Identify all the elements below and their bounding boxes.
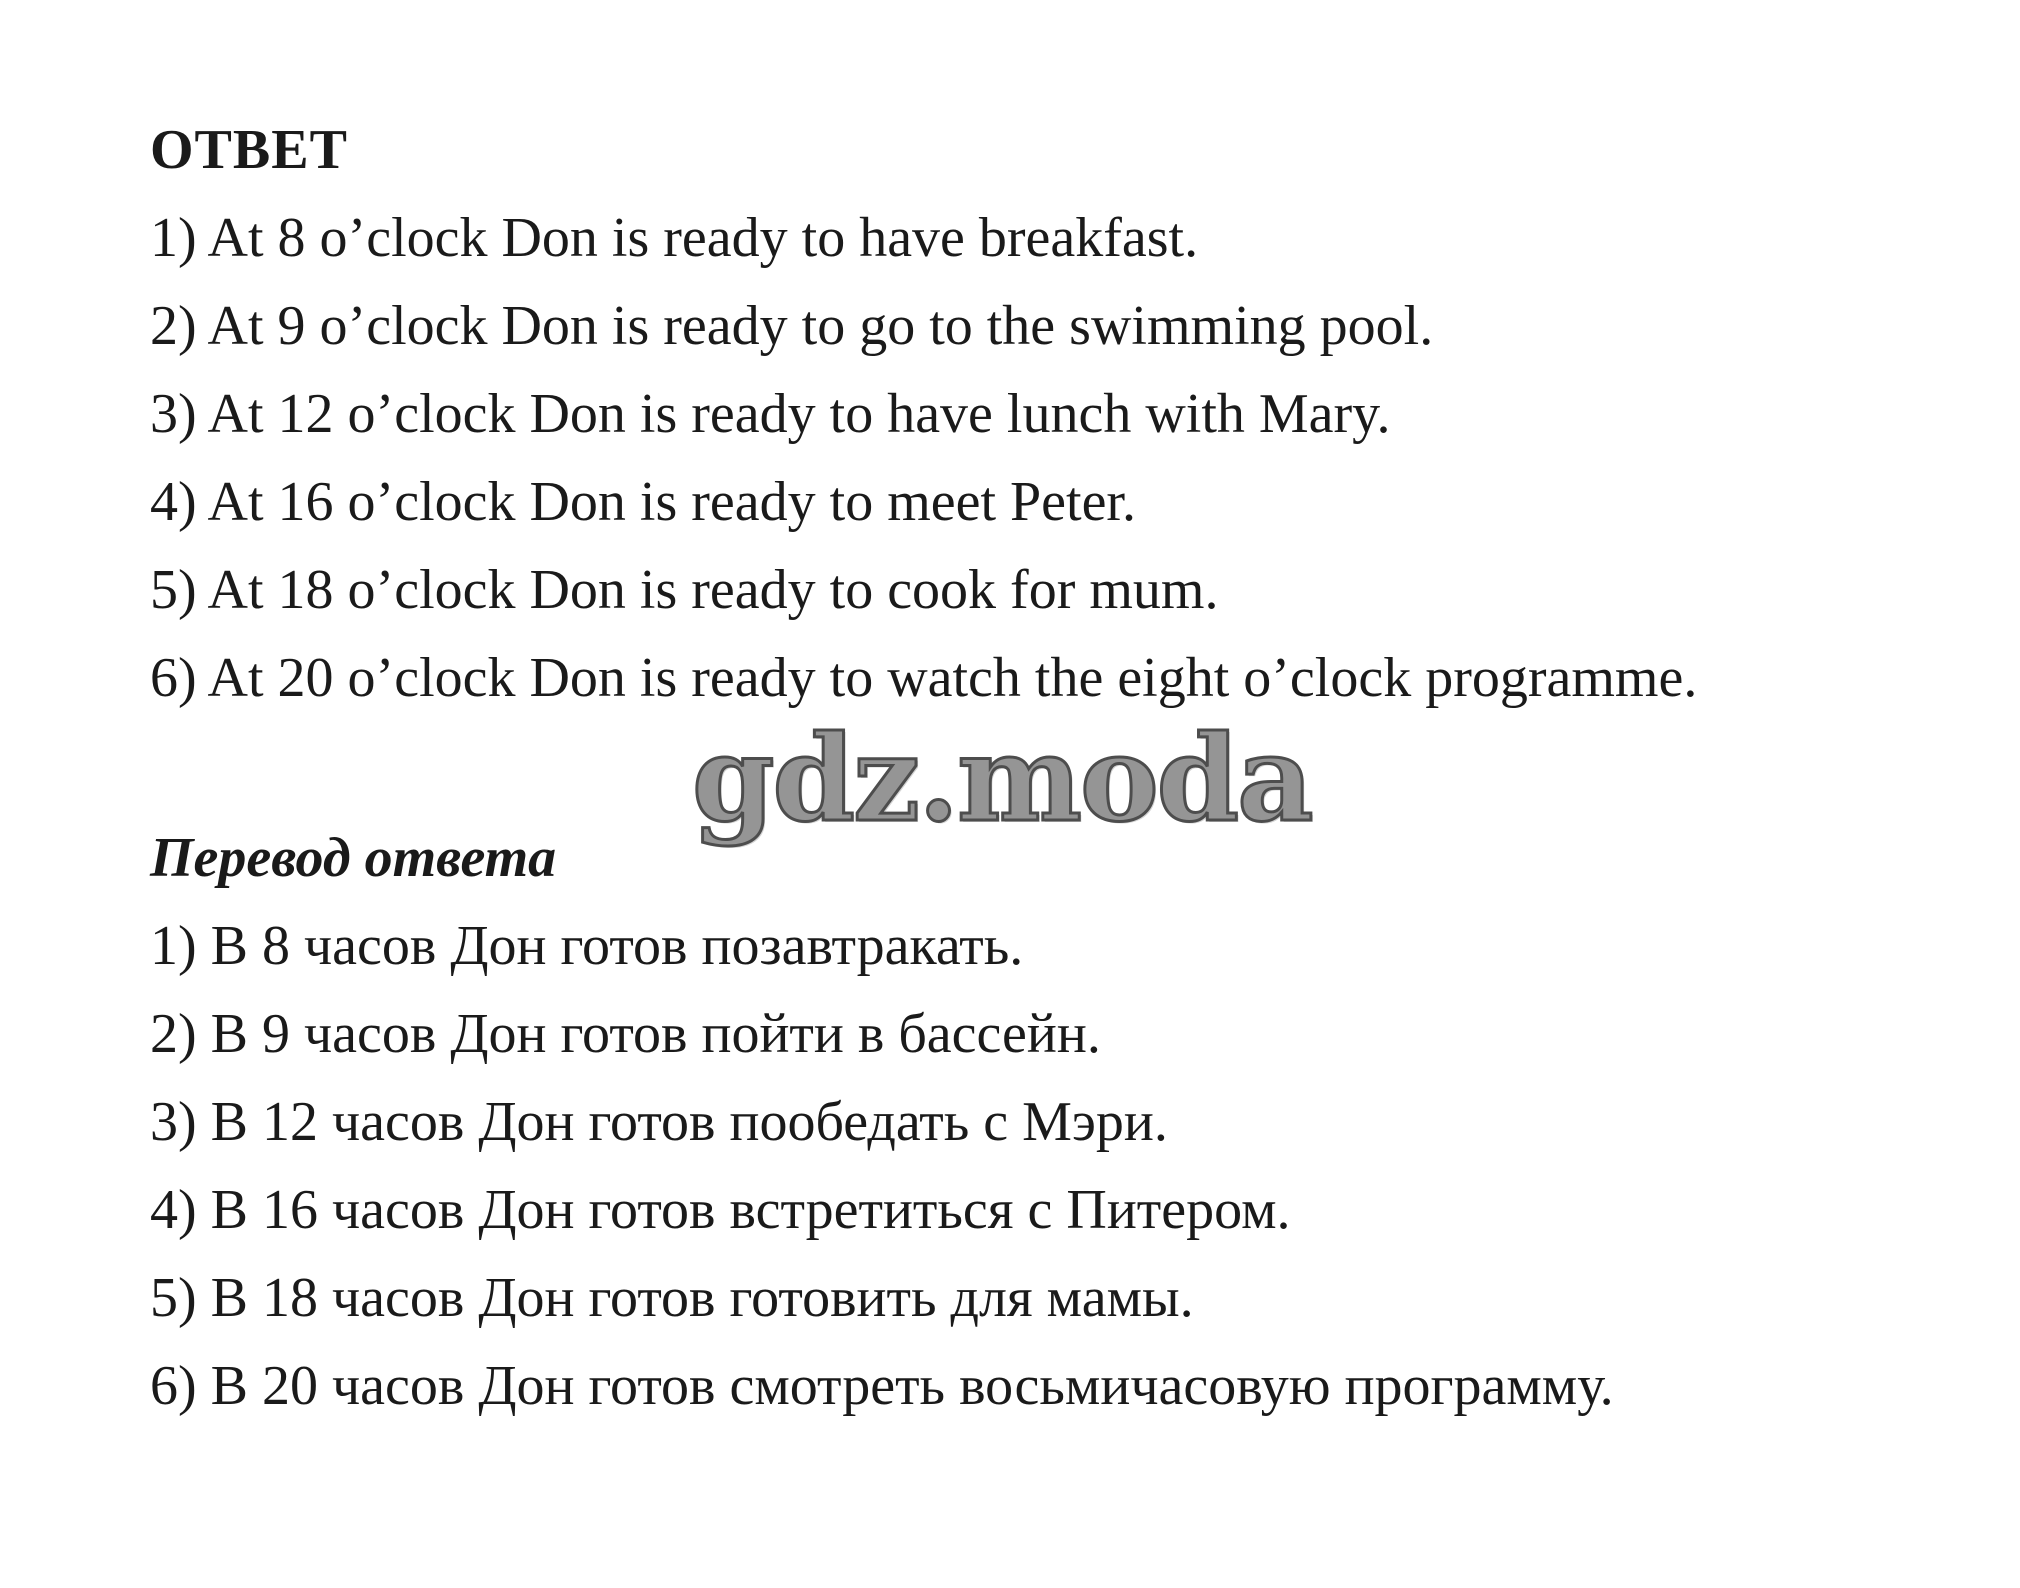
answer-line-5: 5) At 18 o’clock Don is ready to cook for mum.: [150, 559, 1219, 621]
translation-line-4: 4) В 16 часов Дон готов встретиться с Питером.: [150, 1179, 1291, 1241]
translation-heading: Перевод ответа: [150, 827, 557, 889]
translation-line-2: 2) В 9 часов Дон готов пойти в бассейн.: [150, 1003, 1101, 1065]
answer-line-6: 6) At 20 o’clock Don is ready to watch the eight o’clock programme.: [150, 647, 1698, 709]
answer-heading: ОТВЕТ: [150, 119, 348, 181]
answer-line-4: 4) At 16 o’clock Don is ready to meet Peter.: [150, 471, 1136, 533]
translation-line-6: 6) В 20 часов Дон готов смотреть восьмичасовую программу.: [150, 1355, 1614, 1417]
translation-line-5: 5) В 18 часов Дон готов готовить для мамы.: [150, 1267, 1194, 1329]
translation-line-3: 3) В 12 часов Дон готов пообедать с Мэри.: [150, 1091, 1168, 1153]
answer-line-3: 3) At 12 o’clock Don is ready to have lunch with Mary.: [150, 383, 1391, 445]
translation-line-1: 1) В 8 часов Дон готов позавтракать.: [150, 915, 1024, 977]
answer-line-1: 1) At 8 o’clock Don is ready to have breakfast.: [150, 207, 1199, 269]
answer-line-2: 2) At 9 o’clock Don is ready to go to the swimming pool.: [150, 295, 1434, 357]
watermark-logo: gdz.moda: [692, 709, 1312, 848]
